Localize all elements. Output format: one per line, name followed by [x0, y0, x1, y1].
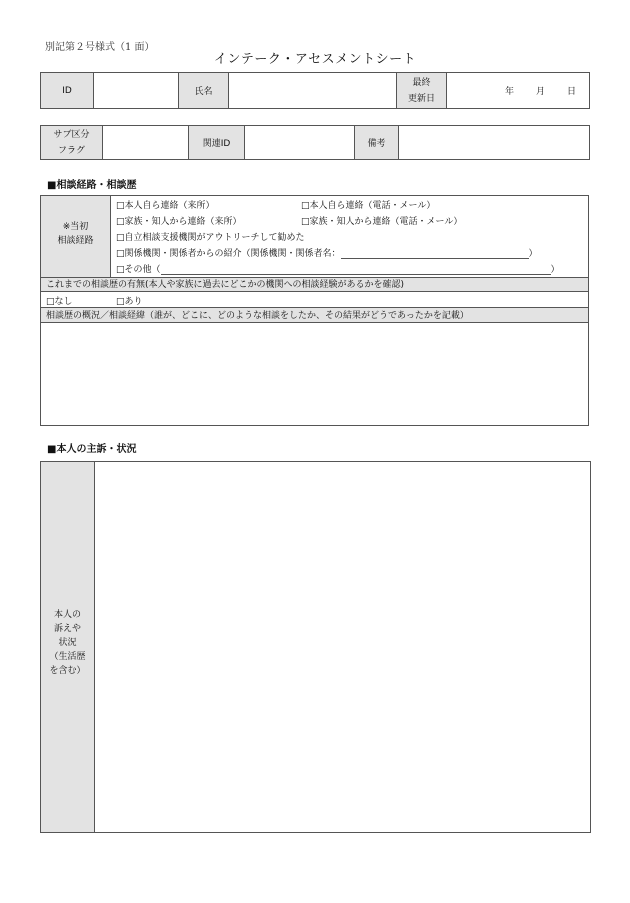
section-complaint-title: ■本人の主訴・状況: [47, 444, 137, 455]
history-none-checkbox[interactable]: □なし: [46, 297, 73, 307]
complaint-label-line4: （生活歴: [49, 652, 86, 662]
header-table: [40, 72, 590, 109]
form-number: 別記第２号様式（1 面）: [45, 42, 155, 53]
option-family-visit[interactable]: □家族・知人から連絡（来所）: [116, 217, 242, 227]
remarks-field[interactable]: [399, 126, 590, 160]
complaint-field[interactable]: [95, 462, 590, 832]
last-updated-date-field[interactable]: [447, 73, 590, 109]
option-referral[interactable]: [116, 246, 538, 259]
related-id-label: 関連ID: [189, 126, 245, 160]
history-yes-checkbox[interactable]: □あり: [116, 297, 143, 307]
complaint-label-line2: 訴えや: [53, 624, 81, 634]
option-referral-close: ）: [528, 249, 538, 259]
id-label: ID: [41, 73, 94, 109]
sub-table: [40, 125, 590, 160]
id-field[interactable]: [94, 73, 179, 109]
initial-route-options: [111, 196, 588, 277]
year-label: 年: [504, 87, 514, 97]
option-outreach[interactable]: □自立相談支援機関がアウトリーチして勧めた: [116, 233, 305, 243]
complaint-label: [41, 462, 95, 832]
complaint-label-line5: を含む）: [49, 666, 86, 676]
history-options: [41, 292, 588, 307]
route-history-box: [40, 195, 589, 426]
complaint-label-line1: 本人の: [53, 610, 81, 620]
section-route-title: ■相談経路・相談歴: [47, 180, 137, 191]
sub-flag-label-line2: フラグ: [57, 145, 85, 156]
option-other[interactable]: [116, 262, 560, 275]
history-summary-field[interactable]: [41, 323, 588, 425]
name-label: 氏名: [179, 73, 229, 109]
initial-route-label: [41, 196, 111, 277]
referral-name-field[interactable]: [341, 248, 529, 259]
option-self-visit[interactable]: □本人自ら連絡（来所）: [116, 201, 215, 211]
option-self-phone[interactable]: □本人自ら連絡（電話・メール）: [301, 201, 436, 211]
complaint-box: [40, 461, 591, 833]
option-referral-text: □関係機関・関係者からの紹介（関係機関・関係者名：: [116, 249, 341, 259]
month-label: 月: [535, 87, 545, 97]
sub-flag-label: [41, 126, 103, 160]
complaint-label-line3: 状況: [58, 638, 77, 648]
history-question: これまでの相談歴の有無(本人や家族に過去にどこかの機関への相談経験があるかを確認): [41, 277, 588, 292]
remarks-label: 備考: [355, 126, 399, 160]
last-updated-label-line1: 最終: [412, 77, 431, 88]
day-label: 日: [566, 87, 576, 97]
option-other-close: ）: [550, 265, 560, 275]
related-id-field[interactable]: [245, 126, 355, 160]
other-detail-field[interactable]: [161, 264, 551, 275]
initial-route-label-line1: ※当初: [62, 222, 89, 232]
sub-flag-field[interactable]: [103, 126, 189, 160]
history-summary-label: 相談歴の概況／相談経緯（誰が、どこに、どのような相談をしたか、その結果がどうであったかを記載）: [41, 307, 588, 323]
last-updated-label: [397, 73, 447, 109]
last-updated-label-line2: 更新日: [407, 93, 435, 104]
page-title: インテーク・アセスメントシート: [213, 52, 417, 67]
option-family-phone[interactable]: □家族・知人から連絡（電話・メール）: [301, 217, 463, 227]
sub-flag-label-line1: サブ区分: [53, 129, 90, 140]
option-other-text: □その他（: [116, 265, 161, 275]
name-field[interactable]: [229, 73, 397, 109]
initial-route-label-line2: 相談経路: [57, 236, 94, 246]
